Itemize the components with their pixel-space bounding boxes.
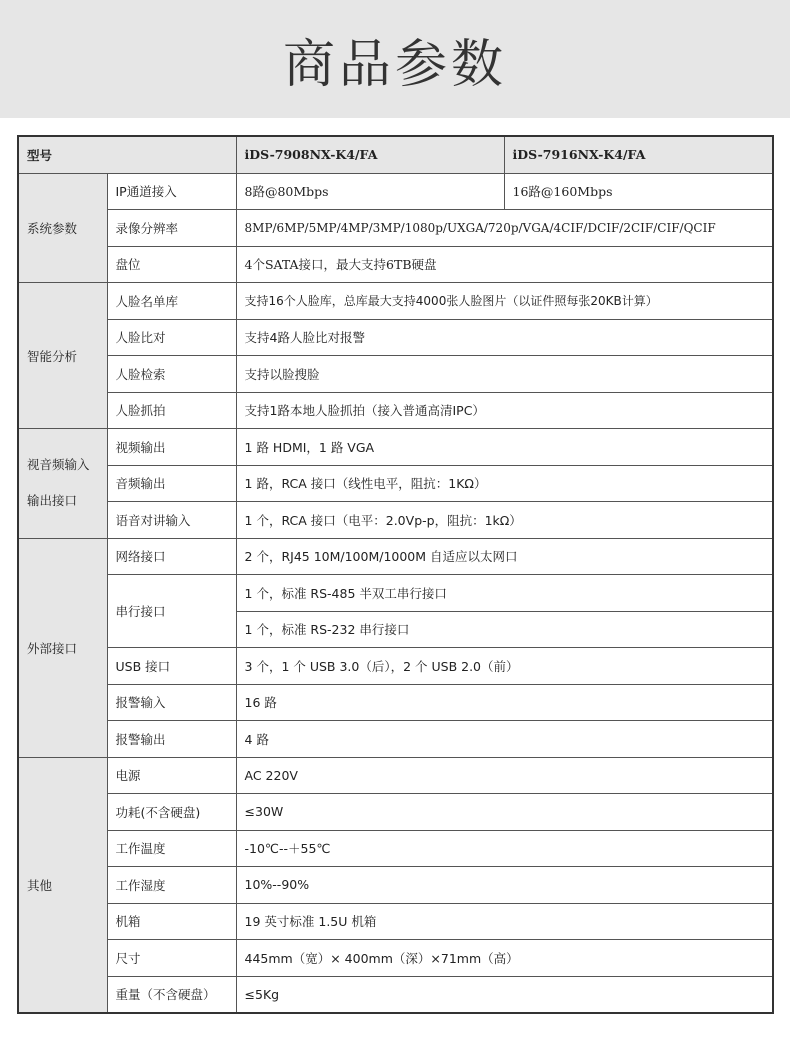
table-row (18, 465, 773, 502)
row-label: IP通道接入 (107, 173, 236, 210)
row-value: ≤30W (236, 794, 773, 831)
table-row (18, 648, 773, 685)
table-row (18, 575, 773, 612)
row-value: 1 个，RCA 接口（电平：2.0Vp-p，阻抗：1kΩ） (236, 502, 773, 539)
model-b: iDS-7916NX-K4/FA (504, 136, 773, 173)
row-label: 工作湿度 (107, 867, 236, 904)
row-value: 4个SATA接口，最大支持6TB硬盘 (236, 246, 773, 283)
table-row (18, 246, 773, 283)
row-value: 1 个，标准 RS-485 半双工串行接口 (236, 575, 773, 612)
row-label: 人脸名单库 (107, 283, 236, 320)
row-label: 机箱 (107, 903, 236, 940)
category-av-line2: 输出接口 (27, 493, 78, 509)
row-value: 16路@160Mbps (504, 173, 773, 210)
spec-table (17, 135, 774, 1014)
row-label: 视频输出 (107, 429, 236, 466)
category-external: 外部接口 (18, 538, 107, 757)
row-label: 音频输出 (107, 465, 236, 502)
row-value: 10%--90% (236, 867, 773, 904)
category-av-line1: 视音频输入 (27, 457, 90, 473)
table-row (18, 283, 773, 320)
row-value: 16 路 (236, 684, 773, 721)
table-row (18, 538, 773, 575)
page-header (0, 0, 790, 118)
header-row (18, 136, 773, 173)
table-row (18, 721, 773, 758)
row-value: 1 路，RCA 接口（线性电平，阻抗：1KΩ） (236, 465, 773, 502)
row-label: 网络接口 (107, 538, 236, 575)
header-label: 型号 (18, 136, 236, 173)
table-row (18, 356, 773, 393)
row-value: 2 个，RJ45 10M/100M/1000M 自适应以太网口 (236, 538, 773, 575)
row-value: ≤5Kg (236, 976, 773, 1013)
table-row (18, 392, 773, 429)
row-label: 工作温度 (107, 830, 236, 867)
category-smart: 智能分析 (18, 283, 107, 429)
row-value: 支持1路本地人脸抓拍（接入普通高清IPC） (236, 392, 773, 429)
table-row (18, 903, 773, 940)
category-system: 系统参数 (18, 173, 107, 283)
row-label: 人脸抓拍 (107, 392, 236, 429)
row-label: 录像分辨率 (107, 210, 236, 247)
row-value: 8路@80Mbps (236, 173, 504, 210)
table-row (18, 210, 773, 247)
row-value: 3 个，1 个 USB 3.0（后），2 个 USB 2.0（前） (236, 648, 773, 685)
table-row (18, 429, 773, 466)
category-av (18, 429, 107, 539)
table-row (18, 830, 773, 867)
page-title: 商品参数 (282, 34, 507, 95)
row-label: 人脸检索 (107, 356, 236, 393)
row-value: 1 个，标准 RS-232 串行接口 (236, 611, 773, 648)
row-value: 4 路 (236, 721, 773, 758)
table-row (18, 940, 773, 977)
row-label: 报警输入 (107, 684, 236, 721)
model-a: iDS-7908NX-K4/FA (236, 136, 504, 173)
table-row (18, 794, 773, 831)
row-label: 重量（不含硬盘） (107, 976, 236, 1013)
table-row (18, 867, 773, 904)
row-value: 支持以脸搜脸 (236, 356, 773, 393)
row-value: 1 路 HDMI，1 路 VGA (236, 429, 773, 466)
row-label: 报警输出 (107, 721, 236, 758)
row-label: USB 接口 (107, 648, 236, 685)
row-label: 人脸比对 (107, 319, 236, 356)
row-value: 8MP/6MP/5MP/4MP/3MP/1080p/UXGA/720p/VGA/4CIF/DCIF/2CIF/CIF/QCIF (236, 210, 773, 247)
row-label: 串行接口 (107, 575, 236, 648)
row-value: AC 220V (236, 757, 773, 794)
table-row (18, 976, 773, 1013)
table-row (18, 684, 773, 721)
category-other: 其他 (18, 757, 107, 1013)
row-label: 盘位 (107, 246, 236, 283)
table-row (18, 502, 773, 539)
row-value: 支持4路人脸比对报警 (236, 319, 773, 356)
table-row (18, 319, 773, 356)
row-label: 语音对讲输入 (107, 502, 236, 539)
table-row (18, 757, 773, 794)
row-label: 尺寸 (107, 940, 236, 977)
row-label: 功耗(不含硬盘) (107, 794, 236, 831)
row-value: 19 英寸标准 1.5U 机箱 (236, 903, 773, 940)
table-row (18, 173, 773, 210)
row-value: -10℃--＋55℃ (236, 830, 773, 867)
row-value: 445mm（宽）× 400mm（深）×71mm（高） (236, 940, 773, 977)
row-label: 电源 (107, 757, 236, 794)
row-value: 支持16个人脸库，总库最大支持4000张人脸图片（以证件照每张20KB计算） (236, 283, 773, 320)
